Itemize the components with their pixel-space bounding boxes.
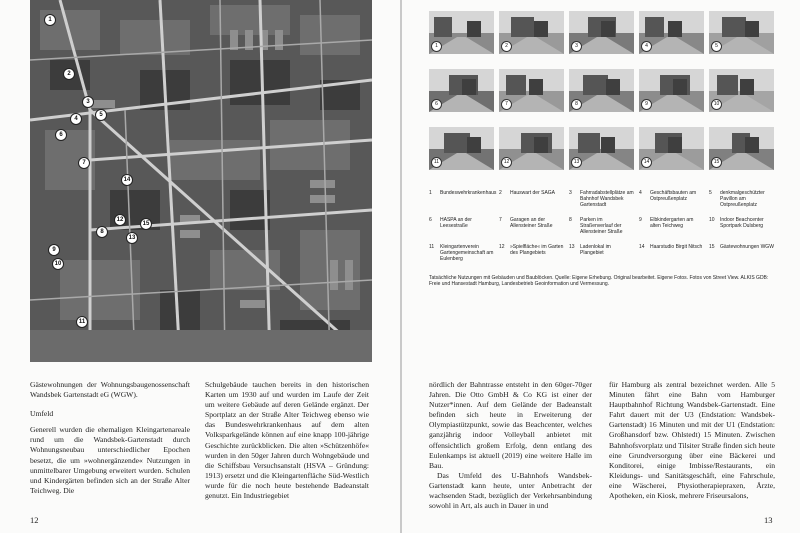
photo-number: 4	[641, 41, 652, 52]
legend-number: 13	[569, 244, 575, 250]
paragraph-body: Generell wurden die ehemaligen Kleingartenareale rund um die Wandsbek-Gartenstadt durch Wohnungsneubau unterschiedlicher Epochen besetzt, die um »wohnergänzende« Nutzungen in unmittelbarer Umgebung erweitert wurden. Schulen und Kindergärten befinden sich an der Straße Alter Teichweg. Die	[30, 425, 190, 495]
street-photo-2	[499, 11, 564, 54]
left-column-2	[205, 380, 369, 501]
legend-text: Haarstudio Birgit Nitsch	[650, 244, 703, 250]
photo-number: 3	[571, 41, 582, 52]
map-marker-9: 9	[48, 244, 60, 256]
paragraph-body: Schulgebäude tauchen bereits in den historischen Karten um 1930 auf und wurden im Laufe der Zeit um weitere Gebäude auf deren Gelände ergänzt. Der Sportplatz an der Straße Alter Teichweg ebenso wie das Bundeswehrkrankenhaus auf dem alten Volksparkgelände können auf eine knapp 100-jährige Geschichte zurückblicken. Die alten »Schützenhöfe« wurden in den 50ger Jahren durch Wohngebäude und die Schiffsbau Versuchsanstalt (HSVA – Gründung: 1913) ersetzt und die Kleingartenfläche Süd-Westlich wurde für die noch heute bestehende Badeanstalt genutzt. Ein Industriegebiet	[205, 380, 369, 501]
paragraph-body-2: Das Umfeld des U-Bahnhofs Wandsbek-Gartenstadt kann heute, unter Anbetracht der wachsenden Stadt, bezüglich der Verkehrsanbindung sowohl in Art, als auch in Dauer in und	[429, 470, 592, 511]
legend-number: 7	[499, 217, 502, 223]
legend-text: denkmalgeschützter Pavillon am Ostpreußenplatz	[720, 190, 765, 209]
street-photo-3	[569, 11, 634, 54]
street-photo-13	[569, 127, 634, 170]
right-column-1	[429, 380, 592, 511]
aerial-photo	[30, 0, 372, 362]
photo-number: 1	[431, 41, 442, 52]
legend-number: 14	[639, 244, 645, 250]
legend-number: 10	[709, 217, 715, 223]
photo-number: 9	[641, 99, 652, 110]
map-marker-8: 8	[96, 226, 108, 238]
legend-number: 9	[639, 217, 642, 223]
legend-number: 11	[429, 244, 435, 250]
legend-text: Geschäftsbauten am Ostpreußenplatz	[650, 190, 697, 203]
photo-number: 14	[641, 157, 652, 168]
legend-number: 3	[569, 190, 572, 196]
street-photo-8	[569, 69, 634, 112]
legend-number: 5	[709, 190, 712, 196]
legend-text: Hauswart der SAGA	[510, 190, 556, 196]
photo-number: 12	[501, 157, 512, 168]
legend-number: 15	[709, 244, 715, 250]
photo-number: 6	[431, 99, 442, 110]
legend-number: 12	[499, 244, 505, 250]
map-marker-15: 15	[140, 218, 152, 230]
legend-number: 2	[499, 190, 502, 196]
legend-text: Elbkindergarten am alten Teichweg	[650, 217, 694, 230]
legend-number: 4	[639, 190, 642, 196]
photo-number: 11	[431, 157, 442, 168]
map-marker-5: 5	[95, 109, 107, 121]
figure-caption: Tatsächliche Nutzungen mit Gebäuden und Baublöcken. Quelle: Eigene Erhebung. Original bearbeitet. Eigene Fotos. Fotos von Street View. ALKIS GDB: Freie und Hansestadt Hamburg, Landesbetrieb Geoinformation und Vermessung.	[429, 275, 769, 288]
right-page	[402, 0, 800, 533]
map-marker-11: 11	[76, 316, 88, 328]
photo-number: 10	[711, 99, 722, 110]
paragraph-body: für Hamburg als zentral bezeichnet werden. Alle 5 Minuten fährt eine Bahn vom Hamburger Hauptbahnhof Richtung Wandsbek-Gartenstadt. Eine Fahrt dauert mit der U3 (Endstation: Wandsbek-Gartenstadt) 16 Minuten und mit der U1 (Endstation: Großhansdorf bzw. Ohlstedt) 15 Minuten. Zwischen Bahnhofsvorplatz und Tilsiter Straße finden sich heute eine Grundversorgung über eine Bäckerei und Konditorei, einige Imbisse/Restaurants, ein Kleidungs- und Sanitätsgeschäft, eine Fahrschule, eine Wäscherei, Physiotherapiepraxen, Ärzte, Apotheken, ein Kiosk, mehrere Friseursalons,	[609, 380, 775, 501]
street-photo-7	[499, 69, 564, 112]
street-photo-6	[429, 69, 494, 112]
street-photo-5	[709, 11, 774, 54]
legend-text: Ladenlokal im Plangebiet	[580, 244, 611, 257]
legend-text: »Spielfläche« im Garten des Plangebiets	[510, 244, 564, 257]
street-photo-11	[429, 127, 494, 170]
photo-number: 8	[571, 99, 582, 110]
photo-number: 7	[501, 99, 512, 110]
photo-number: 13	[571, 157, 582, 168]
street-photo-10	[709, 69, 774, 112]
page-number-left: 12	[30, 515, 39, 525]
map-marker-7: 7	[78, 157, 90, 169]
street-photo-15	[709, 127, 774, 170]
page-number-right: 13	[764, 515, 773, 525]
legend-text: Kleingartenverein Gartengemeinschaft am Eulenberg	[440, 244, 494, 263]
photo-number: 2	[501, 41, 512, 52]
map-marker-10: 10	[52, 258, 64, 270]
legend-text: Parken im Straßenverlauf der Allensteiner Straße	[580, 217, 623, 236]
section-heading: Umfeld	[30, 409, 54, 419]
legend-number: 8	[569, 217, 572, 223]
map-marker-4: 4	[70, 113, 82, 125]
street-photo-12	[499, 127, 564, 170]
paragraph-lead: Gästewohnungen der Wohnungsbaugenossenschaft Wandsbek Gartenstadt eG (WGW).	[30, 380, 190, 400]
map-marker-12: 12	[114, 214, 126, 226]
legend-text: Indoor Beachcenter Sportpark Dulsberg	[720, 217, 764, 230]
photo-number: 15	[711, 157, 722, 168]
legend-text: Gästewohnungen WGW	[720, 244, 774, 250]
paragraph-body: nördlich der Bahntrasse entsteht in den 60ger-70ger Jahren. Die Otto GmbH & Co KG ist einer der Nutzer*innen. Auf dem Gelände der Badeanstalt befinden sich heute in Erweiterung der Olympiastützpunkt, sowie das Beachcenter, welches ganzjährig indoor Volleyball anbietet mit offensichtlich großem Erfolg, denn entlang des Eulenkamps ist aktuell (2019) eine weitere Halle im Bau.	[429, 380, 592, 470]
left-column-1	[30, 380, 190, 496]
street-photo-14	[639, 127, 704, 170]
legend-number: 6	[429, 217, 432, 223]
street-photo-1	[429, 11, 494, 54]
map-marker-3: 3	[82, 96, 94, 108]
legend-text: Bundeswehrkrankenhaus	[440, 190, 497, 196]
map-marker-13: 13	[126, 232, 138, 244]
right-column-2	[609, 380, 775, 501]
legend-text: HASPA an der Leesestraße	[440, 217, 472, 230]
photo-number: 5	[711, 41, 722, 52]
street-photo-9	[639, 69, 704, 112]
map-marker-1: 1	[44, 14, 56, 26]
street-photo-4	[639, 11, 704, 54]
legend-text: Garagen an der Allensteiner Straße	[510, 217, 553, 230]
map-marker-14: 14	[121, 174, 133, 186]
map-marker-2: 2	[63, 68, 75, 80]
legend-text: Fahrradabstellplätze am Bahnhof Wandsbek Gartenstadt	[580, 190, 634, 209]
map-marker-6: 6	[55, 129, 67, 141]
legend-number: 1	[429, 190, 432, 196]
